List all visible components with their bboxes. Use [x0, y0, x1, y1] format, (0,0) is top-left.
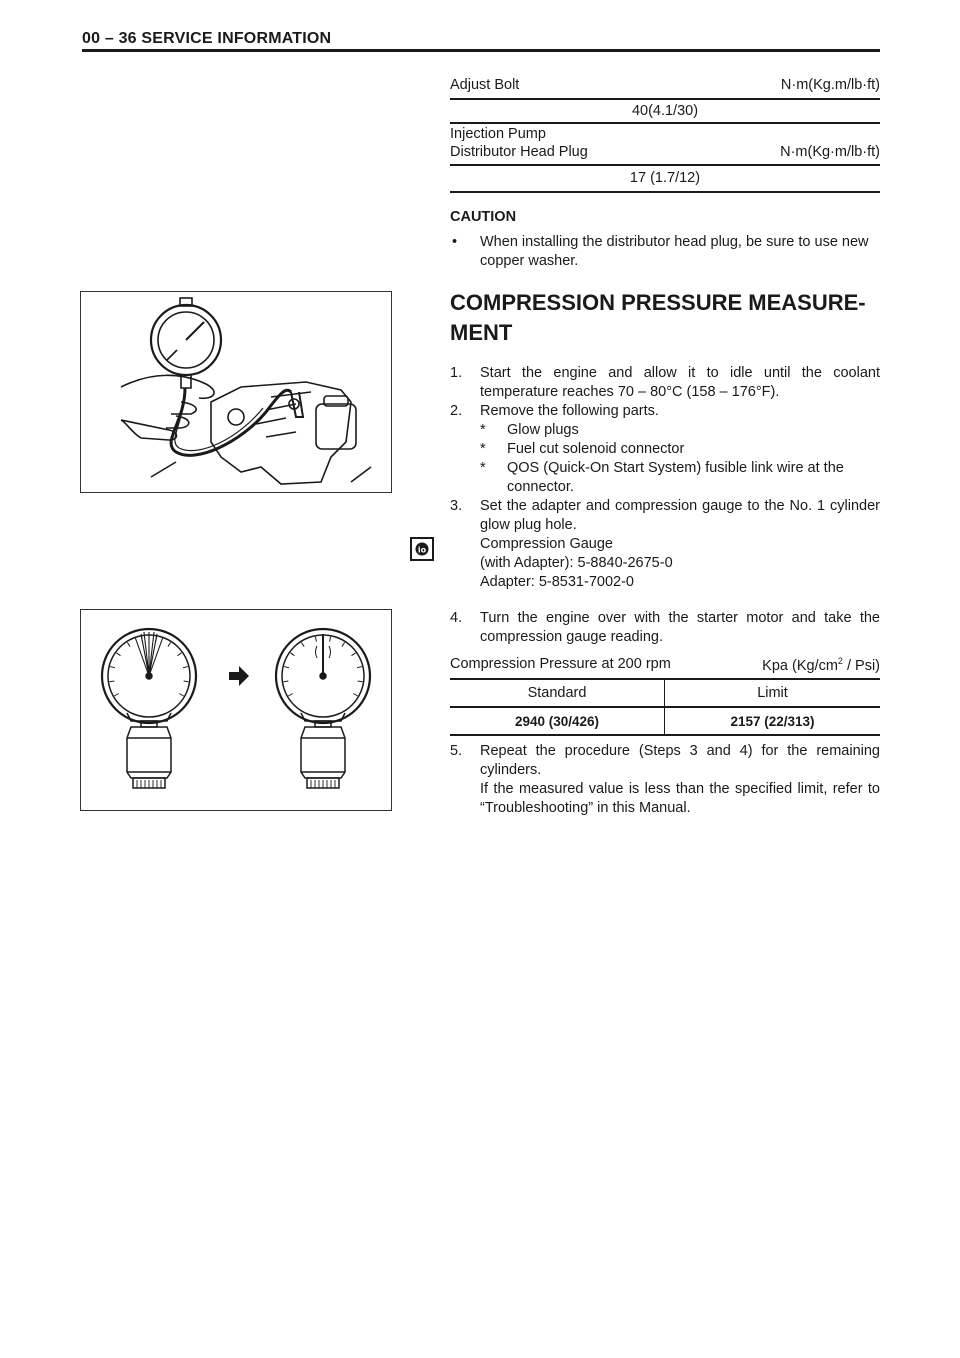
- gauge-tick: [353, 694, 357, 697]
- spec-label: Injection Pump: [450, 126, 546, 142]
- steps-block-2: [450, 609, 880, 649]
- step-number: 3.: [450, 498, 463, 514]
- table-header: Limit: [757, 685, 788, 701]
- spec-rule: [450, 191, 880, 193]
- spec-value: 40(4.1/30): [631, 103, 699, 119]
- header-rule: [82, 49, 880, 52]
- gauge-tick: [184, 681, 189, 682]
- sub-item: Fuel cut solenoid connector: [507, 441, 685, 457]
- gauge-tick: [110, 667, 115, 668]
- gauge-tick: [168, 642, 171, 646]
- spec-label: Distributor Head Plug: [450, 144, 588, 160]
- step-number: 1.: [450, 365, 463, 381]
- gauge-tick: [301, 642, 304, 646]
- gauge-tick: [127, 642, 130, 646]
- gauge-tick: [352, 653, 356, 656]
- figure-gauge-installation: [80, 291, 392, 493]
- sub-item-star: *: [480, 441, 486, 457]
- compression-pressure-table: [450, 656, 880, 736]
- special-tool-icon: [410, 537, 434, 561]
- spec-rule: [450, 122, 880, 124]
- table-cell: 2940 (30/426): [450, 708, 665, 734]
- step-number: 4.: [450, 610, 463, 626]
- tool-line: (with Adapter): 5-8840-2675-0: [480, 555, 673, 571]
- gauge-tick: [288, 694, 292, 697]
- sub-item: Glow plugs: [507, 422, 579, 438]
- gauge-tick: [114, 694, 118, 697]
- caution-item: [450, 233, 880, 273]
- caution-text: When installing the distributor head plug, be sure to use new copper washer.: [480, 234, 869, 269]
- figure-gauge-reading: [80, 609, 392, 811]
- tool-line: Compression Gauge: [480, 536, 613, 552]
- tool-line: Adapter: 5-8531-7002-0: [480, 574, 634, 590]
- step-number: 5.: [450, 743, 463, 759]
- bullet-mark: •: [452, 234, 458, 250]
- section-title-line: MENT: [450, 320, 513, 345]
- section-title: [450, 288, 880, 348]
- spec-value: 17 (1.7/12): [629, 170, 701, 186]
- caution-heading: CAUTION: [450, 209, 517, 225]
- step-text: Start the engine and allow it to idle until the coolant temperature reaches 70 – 80°C (158 – 176°F).: [480, 365, 880, 400]
- gauge-tick: [179, 694, 183, 697]
- gauge-tick: [109, 681, 114, 682]
- spec-label: Adjust Bolt: [450, 77, 520, 93]
- right-arrow-icon: [229, 666, 249, 686]
- gauge-tick: [357, 667, 362, 668]
- gauge-tick: [342, 642, 345, 646]
- steps-block-1: [450, 364, 880, 590]
- gauge-tick: [156, 637, 157, 642]
- unit-text: / Psi): [842, 657, 880, 674]
- gauge-tick: [358, 681, 363, 682]
- sub-item-star: *: [480, 460, 486, 476]
- page-header-title: 00 – 36 SERVICE INFORMATION: [82, 30, 332, 47]
- unit-superscript: 2: [837, 656, 843, 666]
- table-cell: 2157 (22/313): [730, 714, 815, 729]
- gauge-tick: [141, 637, 142, 642]
- torque-spec-adjust-bolt: [450, 77, 880, 124]
- compression-gauge-installation-illustration: [81, 292, 391, 492]
- section-title-line: COMPRESSION PRESSURE MEASURE-: [450, 290, 866, 315]
- table-header: Standard: [450, 680, 665, 706]
- table-rule: [450, 734, 880, 736]
- table-unit: [762, 656, 880, 676]
- table-title: Compression Pressure at 200 rpm: [450, 656, 671, 672]
- gauge-tick: [330, 637, 331, 642]
- step-text: Remove the following parts.: [480, 403, 659, 419]
- gauge-tick: [183, 667, 188, 668]
- unit-text: Kpa (Kg/cm: [762, 657, 838, 674]
- gauge-tick: [284, 667, 289, 668]
- sub-item-star: *: [480, 422, 486, 438]
- step-text: Repeat the procedure (Steps 3 and 4) for the remaining cylinders.: [480, 743, 880, 778]
- spec-unit: N·m(Kg·m/lb·ft): [780, 144, 880, 160]
- svg-text:io: io: [417, 545, 427, 555]
- gauge-reading-comparison-illustration: [81, 610, 391, 810]
- step-text-continued: If the measured value is less than the specified limit, refer to “Troubleshooting” in this Manual.: [480, 781, 880, 816]
- gauge-tick: [290, 653, 294, 656]
- step-text: Set the adapter and compression gauge to the No. 1 cylinder glow plug hole.: [480, 498, 880, 533]
- gauge-tick: [116, 653, 120, 656]
- step-text: Turn the engine over with the starter motor and take the compression gauge reading.: [480, 610, 880, 645]
- spec-unit: N·m(Kg.m/lb·ft): [780, 77, 880, 93]
- gauge-tick: [315, 637, 316, 642]
- step-number: 2.: [450, 403, 463, 419]
- gauge-tick: [178, 653, 182, 656]
- torque-spec-distributor-head-plug: [450, 126, 880, 193]
- gauge-tick: [283, 681, 288, 682]
- sub-item: QOS (Quick-On Start System) fusible link wire at the connector.: [507, 460, 844, 495]
- steps-block-3: [450, 742, 880, 822]
